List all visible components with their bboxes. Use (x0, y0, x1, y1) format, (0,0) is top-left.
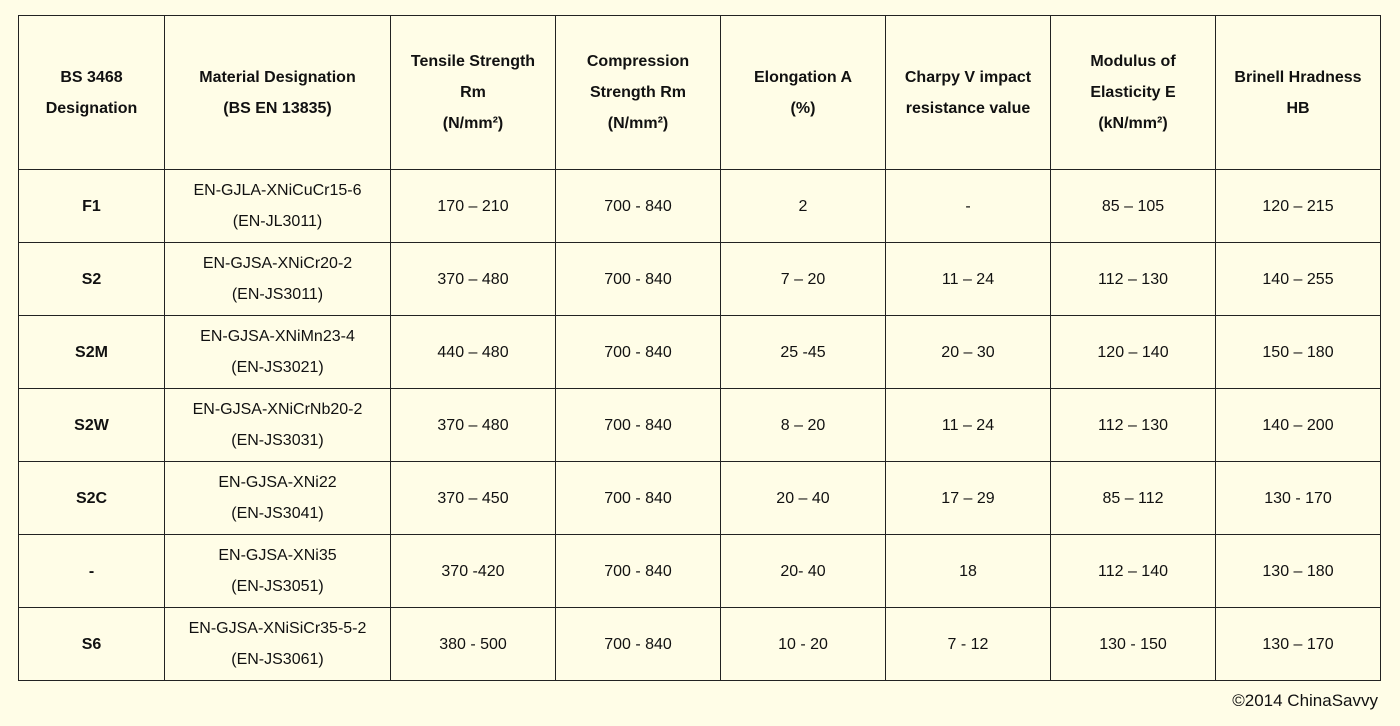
header-line: HB (1286, 99, 1310, 117)
material-code: (EN-JS3021) (231, 359, 324, 376)
material-code: (EN-JS3011) (231, 286, 324, 303)
cell-brinell: 130 – 180 (1216, 535, 1381, 608)
header-bs3468-designation (19, 16, 165, 170)
header-line: Rm (460, 84, 486, 101)
material-name: EN-GJSA-XNiCrNb20-2 (192, 401, 363, 418)
cell-tensile: 370 – 450 (391, 462, 556, 535)
cell-charpy: 11 – 24 (886, 243, 1051, 316)
cell-material (165, 170, 391, 243)
header-line: Elongation A (753, 68, 853, 86)
header-line: Strength Rm (590, 84, 686, 101)
cell-material (165, 535, 391, 608)
header-line: (kN/mm²) (1098, 115, 1168, 132)
header-line: (%) (790, 99, 816, 117)
material-code: (EN-JS3031) (231, 432, 324, 449)
material-name: EN-GJSA-XNiMn23-4 (200, 328, 355, 345)
cell-charpy: 20 – 30 (886, 316, 1051, 389)
header-line: Designation (45, 99, 138, 117)
cell-elongation: 10 - 20 (721, 608, 886, 681)
properties-table-container (18, 15, 1380, 681)
cell-designation: S2M (19, 316, 165, 389)
cell-tensile: 370 – 480 (391, 389, 556, 462)
cell-tensile: 370 – 480 (391, 243, 556, 316)
table-row (19, 389, 1381, 462)
cell-tensile: 370 -420 (391, 535, 556, 608)
header-tensile-strength (391, 16, 556, 170)
header-line: Charpy V impact (904, 68, 1032, 86)
cell-charpy: 18 (886, 535, 1051, 608)
cell-brinell: 140 – 200 (1216, 389, 1381, 462)
cell-elongation: 2 (721, 170, 886, 243)
cell-compression: 700 - 840 (556, 243, 721, 316)
table-row (19, 608, 1381, 681)
header-material-designation (165, 16, 391, 170)
header-charpy-impact (886, 16, 1051, 170)
header-elongation (721, 16, 886, 170)
cell-designation: - (19, 535, 165, 608)
cell-brinell: 150 – 180 (1216, 316, 1381, 389)
material-code: (EN-JS3061) (231, 651, 324, 668)
material-name: EN-GJLA-XNiCuCr15-6 (193, 182, 362, 199)
header-line: Tensile Strength (410, 53, 536, 70)
header-brinell-hardness (1216, 16, 1381, 170)
cell-compression: 700 - 840 (556, 608, 721, 681)
cell-compression: 700 - 840 (556, 316, 721, 389)
cell-compression: 700 - 840 (556, 462, 721, 535)
cell-tensile: 170 – 210 (391, 170, 556, 243)
header-line: Material Designation (199, 68, 356, 86)
header-line: (BS EN 13835) (223, 99, 332, 117)
cell-modulus: 130 - 150 (1051, 608, 1216, 681)
cell-modulus: 85 – 105 (1051, 170, 1216, 243)
table-row (19, 535, 1381, 608)
cell-brinell: 120 – 215 (1216, 170, 1381, 243)
cell-material (165, 243, 391, 316)
cell-designation: S2W (19, 389, 165, 462)
cell-material (165, 389, 391, 462)
cell-elongation: 20 – 40 (721, 462, 886, 535)
cell-brinell: 130 – 170 (1216, 608, 1381, 681)
cell-charpy: 11 – 24 (886, 389, 1051, 462)
material-name: EN-GJSA-XNiCr20-2 (202, 255, 353, 272)
table-row (19, 170, 1381, 243)
cell-compression: 700 - 840 (556, 535, 721, 608)
cell-charpy: 17 – 29 (886, 462, 1051, 535)
material-code: (EN-JL3011) (232, 213, 323, 230)
cell-modulus: 112 – 130 (1051, 389, 1216, 462)
header-compression-strength (556, 16, 721, 170)
material-name: EN-GJSA-XNi35 (218, 547, 337, 564)
cell-modulus: 112 – 130 (1051, 243, 1216, 316)
header-line: Brinell Hradness (1234, 68, 1362, 86)
cell-charpy: 7 - 12 (886, 608, 1051, 681)
header-row (19, 16, 1381, 170)
cell-modulus: 120 – 140 (1051, 316, 1216, 389)
header-modulus-elasticity (1051, 16, 1216, 170)
table-row (19, 243, 1381, 316)
cell-elongation: 20- 40 (721, 535, 886, 608)
copyright-notice: ©2014 ChinaSavvy (1232, 691, 1378, 710)
cell-tensile: 440 – 480 (391, 316, 556, 389)
cell-material (165, 462, 391, 535)
cell-compression: 700 - 840 (556, 170, 721, 243)
header-line: Compression (586, 53, 690, 70)
header-line: (N/mm²) (607, 115, 669, 132)
header-line: Modulus of (1090, 53, 1176, 70)
header-line: BS 3468 (60, 68, 123, 86)
cell-brinell: 130 - 170 (1216, 462, 1381, 535)
cell-designation: S2C (19, 462, 165, 535)
cell-modulus: 85 – 112 (1051, 462, 1216, 535)
cell-material (165, 608, 391, 681)
cell-tensile: 380 - 500 (391, 608, 556, 681)
material-code: (EN-JS3041) (231, 505, 324, 522)
cell-material (165, 316, 391, 389)
header-line: resistance value (905, 99, 1031, 117)
cell-charpy: - (886, 170, 1051, 243)
table-row (19, 316, 1381, 389)
header-line: Elasticity E (1090, 84, 1176, 101)
cell-elongation: 7 – 20 (721, 243, 886, 316)
cell-compression: 700 - 840 (556, 389, 721, 462)
cell-designation: F1 (19, 170, 165, 243)
header-line: (N/mm²) (442, 115, 504, 132)
cell-elongation: 8 – 20 (721, 389, 886, 462)
material-properties-table (18, 15, 1381, 681)
cell-designation: S2 (19, 243, 165, 316)
material-name: EN-GJSA-XNi22 (218, 474, 337, 491)
cell-elongation: 25 -45 (721, 316, 886, 389)
table-row (19, 462, 1381, 535)
cell-brinell: 140 – 255 (1216, 243, 1381, 316)
material-code: (EN-JS3051) (231, 578, 324, 595)
material-name: EN-GJSA-XNiSiCr35-5-2 (188, 620, 367, 637)
cell-designation: S6 (19, 608, 165, 681)
cell-modulus: 112 – 140 (1051, 535, 1216, 608)
